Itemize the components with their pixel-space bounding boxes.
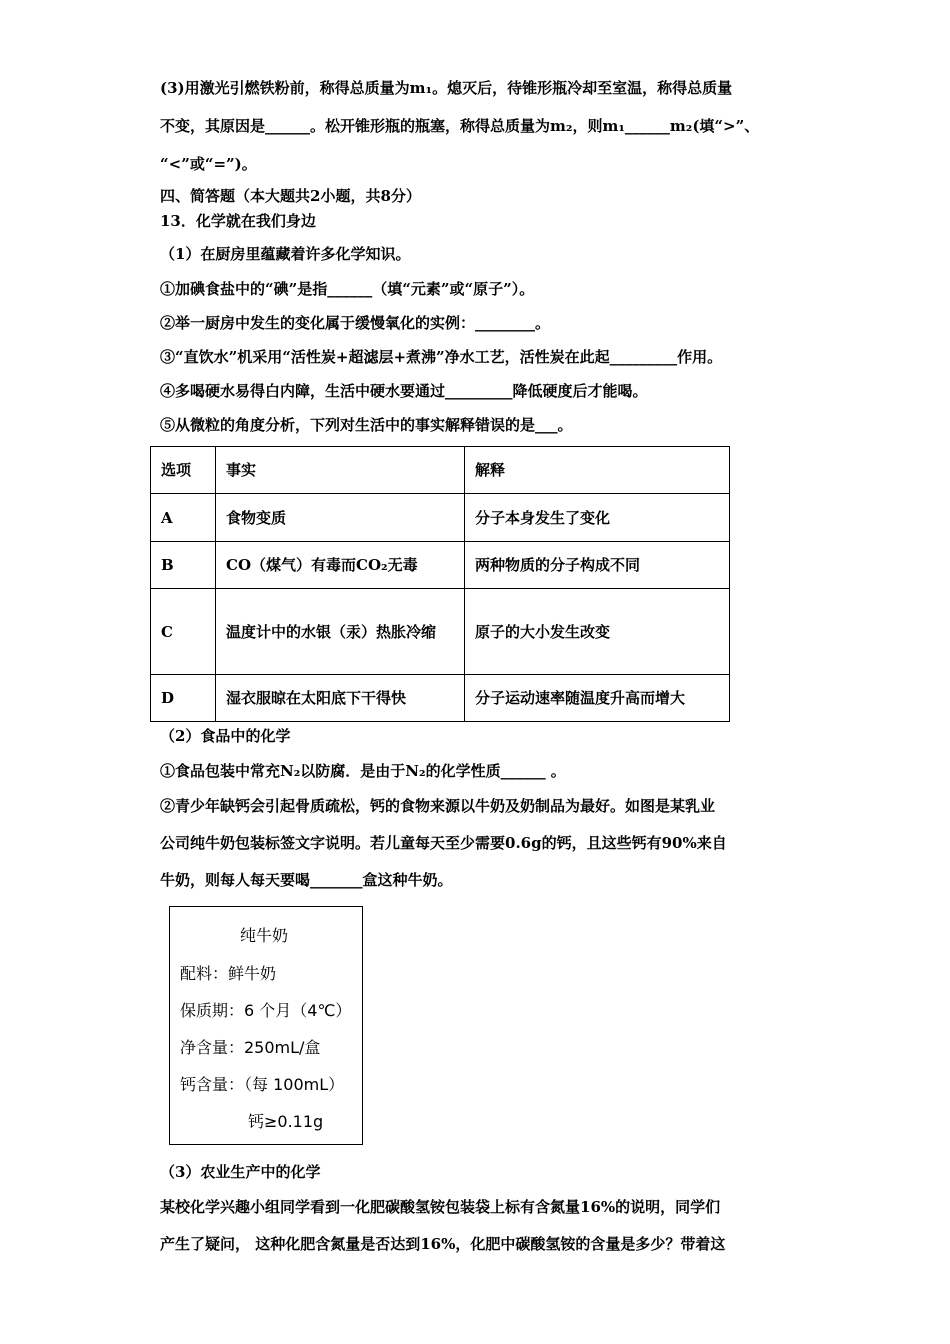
explanation-table	[150, 446, 730, 722]
row-explanation: 两种物质的分子构成不同	[465, 542, 730, 589]
part-1-heading: （1）在厨房里蕴藏着许多化学知识。	[160, 245, 411, 263]
q3-line-2: 不变，其原因是______。松开锥形瓶的瓶塞，称得总质量为m₂，则m₁______m₂(填“>”、	[160, 117, 760, 135]
table-row	[151, 589, 730, 675]
part-2-item-2-line-2: 公司纯牛奶包装标签文字说明。若儿童每天至少需要0.6g的钙，且这些钙有90%来自	[160, 834, 727, 852]
table-row	[151, 494, 730, 542]
milk-label-net-content: 净含量：250mL/盒	[180, 1038, 321, 1057]
q3-line-1: (3)用激光引燃铁粉前，称得总质量为m₁。熄灭后，待锥形瓶冷却至室温，称得总质量	[160, 79, 733, 97]
header-explanation: 解释	[465, 447, 730, 494]
part-2-item-2-line-1: ②青少年缺钙会引起骨质疏松，钙的食物来源以牛奶及奶制品为最好。如图是某乳业	[160, 797, 716, 815]
header-fact: 事实	[216, 447, 465, 494]
part-2-item-1: ①食品包装中常充N₂以防腐．是由于N₂的化学性质______ 。	[160, 762, 566, 780]
row-fact: 食物变质	[216, 494, 465, 542]
part-3-line-2: 产生了疑问， 这种化肥含氮量是否达到16%，化肥中碳酸氢铵的含量是多少？带着这	[160, 1235, 726, 1253]
table-row	[151, 675, 730, 722]
row-option: D	[151, 675, 216, 722]
row-fact: 温度计中的水银（汞）热胀冷缩	[216, 589, 465, 675]
part-1-item-5: ⑤从微粒的角度分析，下列对生活中的事实解释错误的是___。	[160, 416, 573, 434]
header-option: 选项	[151, 447, 216, 494]
milk-label-shelf-life: 保质期：6 个月（4℃）	[180, 1001, 352, 1020]
row-fact: CO（煤气）有毒而CO₂无毒	[216, 542, 465, 589]
part-1-item-2: ②举一厨房中发生的变化属于缓慢氧化的实例：________。	[160, 314, 551, 332]
part-1-item-4: ④多喝硬水易得白内障，生活中硬水要通过_________降低硬度后才能喝。	[160, 382, 648, 400]
part-3-heading: （3）农业生产中的化学	[160, 1163, 321, 1181]
row-explanation: 分子运动速率随温度升高而增大	[465, 675, 730, 722]
part-1-item-1: ①加碘食盐中的“碘”是指______（填“元素”或“原子”）。	[160, 280, 535, 298]
milk-label-image	[169, 906, 363, 1145]
table-header-row	[151, 447, 730, 494]
question-13-title: 13．化学就在我们身边	[160, 212, 316, 230]
row-explanation: 分子本身发生了变化	[465, 494, 730, 542]
part-1-item-3: ③“直饮水”机采用“活性炭+超滤层+煮沸”净水工艺，活性炭在此起_________作用。	[160, 348, 723, 366]
part-2-item-2-line-3: 牛奶，则每人每天要喝_______盒这种牛奶。	[160, 871, 453, 889]
row-fact: 湿衣服晾在太阳底下干得快	[216, 675, 465, 722]
table-row	[151, 542, 730, 589]
section-heading: 四、简答题（本大题共2小题，共8分）	[160, 187, 421, 205]
milk-label-calcium-heading: 钙含量：（每 100mL）	[180, 1075, 345, 1094]
row-option: B	[151, 542, 216, 589]
row-explanation: 原子的大小发生改变	[465, 589, 730, 675]
part-2-heading: （2）食品中的化学	[160, 727, 291, 745]
q3-line-3: “<”或“=”)。	[160, 155, 257, 173]
part-3-line-1: 某校化学兴趣小组同学看到一化肥碳酸氢铵包装袋上标有含氮量16%的说明，同学们	[160, 1198, 721, 1216]
row-option: A	[151, 494, 216, 542]
milk-label-calcium-value: 钙≥0.11g	[248, 1112, 324, 1131]
milk-label-ingredients: 配料：鲜牛奶	[180, 964, 277, 983]
row-option: C	[151, 589, 216, 675]
milk-label-title: 纯牛奶	[240, 926, 289, 945]
